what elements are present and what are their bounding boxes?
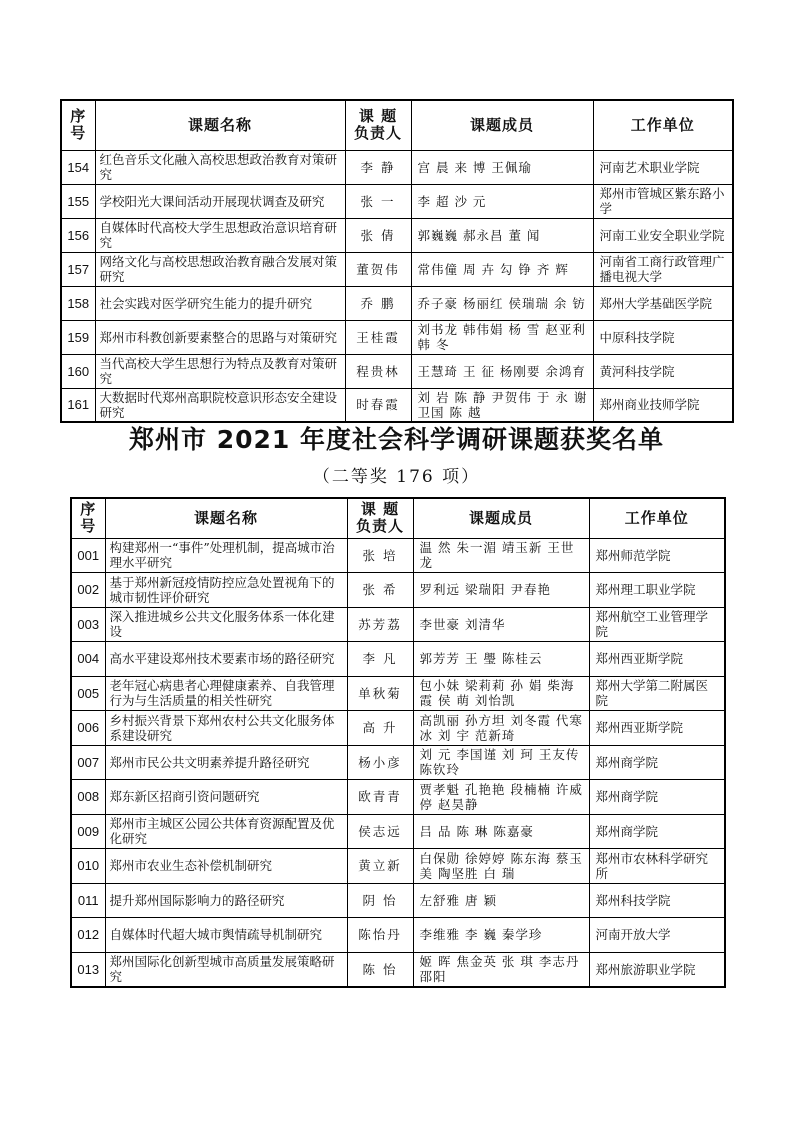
project-leader: 程贵林 — [345, 354, 411, 388]
work-unit: 郑州商学院 — [589, 780, 725, 815]
table-row — [61, 320, 733, 354]
header-title: 课题名称 — [95, 100, 345, 150]
table-row — [61, 252, 733, 286]
work-unit: 郑州大学基础医学院 — [593, 286, 733, 320]
project-members: 刘 元 李国谨 刘 珂 王友传 陈钦玲 — [413, 745, 589, 780]
table-row — [71, 918, 725, 953]
table-row — [71, 814, 725, 849]
project-members: 乔子豪 杨丽红 侯瑞瑞 余 钫 — [411, 286, 593, 320]
header-unit: 工作单位 — [589, 498, 725, 538]
table-row — [61, 354, 733, 388]
project-members: 高凯丽 孙方坦 刘冬霞 代寒冰 刘 宇 范新琦 — [413, 711, 589, 746]
project-leader: 欧青青 — [347, 780, 413, 815]
header-no: 序号 — [61, 100, 95, 150]
work-unit: 河南工业安全职业学院 — [593, 218, 733, 252]
project-leader: 苏芳荔 — [347, 607, 413, 642]
project-title: 郑州市农业生态补偿机制研究 — [105, 849, 347, 884]
project-title: 郑州市民公共文明素养提升路径研究 — [105, 745, 347, 780]
project-title: 深入推进城乡公共文化服务体系一体化建设 — [105, 607, 347, 642]
project-leader: 时春霞 — [345, 388, 411, 422]
project-members: 郭芳芳 王 璺 陈桂云 — [413, 642, 589, 677]
page-title: 郑州市 2021 年度社会科学调研课题获奖名单 — [129, 425, 664, 454]
row-number: 013 — [71, 952, 105, 987]
project-members: 郭巍巍 郝永昌 董 闻 — [411, 218, 593, 252]
project-members: 刘书龙 韩伟娟 杨 雪 赵亚利 韩 冬 — [411, 320, 593, 354]
row-number: 009 — [71, 814, 105, 849]
work-unit: 郑州大学第二附属医院 — [589, 676, 725, 711]
work-unit: 河南开放大学 — [589, 918, 725, 953]
project-members: 李世豪 刘清华 — [413, 607, 589, 642]
row-number: 005 — [71, 676, 105, 711]
table-row — [61, 218, 733, 252]
table-row — [71, 607, 725, 642]
first-prize-table — [60, 99, 734, 423]
table-row — [71, 952, 725, 987]
project-leader: 陈 怡 — [347, 952, 413, 987]
project-leader: 侯志远 — [347, 814, 413, 849]
work-unit: 郑州西亚斯学院 — [589, 642, 725, 677]
project-leader: 张 培 — [347, 538, 413, 573]
row-number: 001 — [71, 538, 105, 573]
row-number: 006 — [71, 711, 105, 746]
header-members: 课题成员 — [411, 100, 593, 150]
table-row — [71, 538, 725, 573]
project-leader: 杨小彦 — [347, 745, 413, 780]
project-members: 白保勋 徐婷婷 陈东海 蔡玉美 陶坚胜 白 瑞 — [413, 849, 589, 884]
table-row — [71, 883, 725, 918]
second-prize-table — [70, 497, 726, 988]
work-unit: 郑州航空工业管理学院 — [589, 607, 725, 642]
project-members: 刘 岩 陈 静 尹贺伟 于 永 谢卫国 陈 越 — [411, 388, 593, 422]
row-number: 003 — [71, 607, 105, 642]
project-title: 社会实践对医学研究生能力的提升研究 — [95, 286, 345, 320]
table-row — [71, 642, 725, 677]
project-members: 宫 晨 来 博 王佩瑜 — [411, 150, 593, 184]
project-members: 李维雅 李 巍 秦学珍 — [413, 918, 589, 953]
row-number: 008 — [71, 780, 105, 815]
row-number: 004 — [71, 642, 105, 677]
header-no: 序号 — [71, 498, 105, 538]
project-members: 李 超 沙 元 — [411, 184, 593, 218]
project-title: 提升郑州国际影响力的路径研究 — [105, 883, 347, 918]
project-members: 姬 晖 焦金英 张 琪 李志丹 邵阳 — [413, 952, 589, 987]
table-row — [71, 711, 725, 746]
table-row — [61, 286, 733, 320]
work-unit: 郑州市管城区紫东路小学 — [593, 184, 733, 218]
project-members: 贾孝魁 孔艳艳 段楠楠 许威停 赵昊静 — [413, 780, 589, 815]
row-number: 002 — [71, 573, 105, 608]
table-row — [71, 849, 725, 884]
work-unit: 郑州商业技师学院 — [593, 388, 733, 422]
row-number: 155 — [61, 184, 95, 218]
project-leader: 张 希 — [347, 573, 413, 608]
project-leader: 乔 鹏 — [345, 286, 411, 320]
project-title: 高水平建设郑州技术要素市场的路径研究 — [105, 642, 347, 677]
header-members: 课题成员 — [413, 498, 589, 538]
header-unit: 工作单位 — [593, 100, 733, 150]
project-members: 吕 品 陈 琳 陈嘉豪 — [413, 814, 589, 849]
row-number: 007 — [71, 745, 105, 780]
project-title: 网络文化与高校思想政治教育融合发展对策研究 — [95, 252, 345, 286]
table-row — [71, 745, 725, 780]
row-number: 156 — [61, 218, 95, 252]
project-members: 王慧琦 王 征 杨刚要 余鸿育 — [411, 354, 593, 388]
project-title: 基于郑州新冠疫情防控应急处置视角下的城市韧性评价研究 — [105, 573, 347, 608]
work-unit: 中原科技学院 — [593, 320, 733, 354]
table-row — [71, 780, 725, 815]
row-number: 012 — [71, 918, 105, 953]
project-members: 常伟僮 周 卉 勾 铮 齐 辉 — [411, 252, 593, 286]
project-leader: 高 升 — [347, 711, 413, 746]
row-number: 011 — [71, 883, 105, 918]
row-number: 010 — [71, 849, 105, 884]
table-header-row — [61, 100, 733, 150]
work-unit: 河南艺术职业学院 — [593, 150, 733, 184]
work-unit: 郑州师范学院 — [589, 538, 725, 573]
project-leader: 单秋菊 — [347, 676, 413, 711]
project-members: 温 然 朱一湄 靖玉新 王世龙 — [413, 538, 589, 573]
project-title: 大数据时代郑州高职院校意识形态安全建设研究 — [95, 388, 345, 422]
table-row — [61, 150, 733, 184]
project-title: 构建郑州一“事件”处理机制，提高城市治理水平研究 — [105, 538, 347, 573]
project-leader: 董贺伟 — [345, 252, 411, 286]
project-title: 自媒体时代超大城市舆情疏导机制研究 — [105, 918, 347, 953]
work-unit: 郑州旅游职业学院 — [589, 952, 725, 987]
work-unit: 黄河科技学院 — [593, 354, 733, 388]
project-members: 包小妹 梁莉莉 孙 娟 柴海霞 侯 萌 刘怡凯 — [413, 676, 589, 711]
project-leader: 李 凡 — [347, 642, 413, 677]
row-number: 154 — [61, 150, 95, 184]
work-unit: 河南省工商行政管理广播电视大学 — [593, 252, 733, 286]
work-unit: 郑州市农林科学研究所 — [589, 849, 725, 884]
project-leader: 张 一 — [345, 184, 411, 218]
row-number: 158 — [61, 286, 95, 320]
project-title: 乡村振兴背景下郑州农村公共文化服务体系建设研究 — [105, 711, 347, 746]
table-header-row — [71, 498, 725, 538]
project-title: 学校阳光大课间活动开展现状调查及研究 — [95, 184, 345, 218]
work-unit: 郑州西亚斯学院 — [589, 711, 725, 746]
project-title: 郑州市主城区公园公共体育资源配置及优化研究 — [105, 814, 347, 849]
project-members: 左舒雅 唐 颖 — [413, 883, 589, 918]
work-unit: 郑州商学院 — [589, 745, 725, 780]
row-number: 160 — [61, 354, 95, 388]
project-leader: 王桂霞 — [345, 320, 411, 354]
prize-level-subtitle: （二等奖 176 项） — [312, 467, 481, 487]
table-row — [61, 388, 733, 422]
project-title: 当代高校大学生思想行为特点及教育对策研究 — [95, 354, 345, 388]
work-unit: 郑州商学院 — [589, 814, 725, 849]
work-unit: 郑州理工职业学院 — [589, 573, 725, 608]
header-leader: 课 题负责人 — [347, 498, 413, 538]
row-number: 161 — [61, 388, 95, 422]
project-leader: 张 倩 — [345, 218, 411, 252]
table-row — [61, 184, 733, 218]
project-members: 罗利远 梁瑞阳 尹春艳 — [413, 573, 589, 608]
work-unit: 郑州科技学院 — [589, 883, 725, 918]
table-row — [71, 676, 725, 711]
project-title: 老年冠心病患者心理健康素养、自我管理行为与生活质量的相关性研究 — [105, 676, 347, 711]
project-leader: 阴 怡 — [347, 883, 413, 918]
project-title: 红色音乐文化融入高校思想政治教育对策研究 — [95, 150, 345, 184]
row-number: 159 — [61, 320, 95, 354]
project-title: 郑州国际化创新型城市高质量发展策略研究 — [105, 952, 347, 987]
project-leader: 陈怡丹 — [347, 918, 413, 953]
project-title: 郑东新区招商引资问题研究 — [105, 780, 347, 815]
header-title: 课题名称 — [105, 498, 347, 538]
project-title: 郑州市科教创新要素整合的思路与对策研究 — [95, 320, 345, 354]
header-leader: 课 题负责人 — [345, 100, 411, 150]
row-number: 157 — [61, 252, 95, 286]
project-title: 自媒体时代高校大学生思想政治意识培育研究 — [95, 218, 345, 252]
project-leader: 李 静 — [345, 150, 411, 184]
table-row — [71, 573, 725, 608]
project-leader: 黄立新 — [347, 849, 413, 884]
